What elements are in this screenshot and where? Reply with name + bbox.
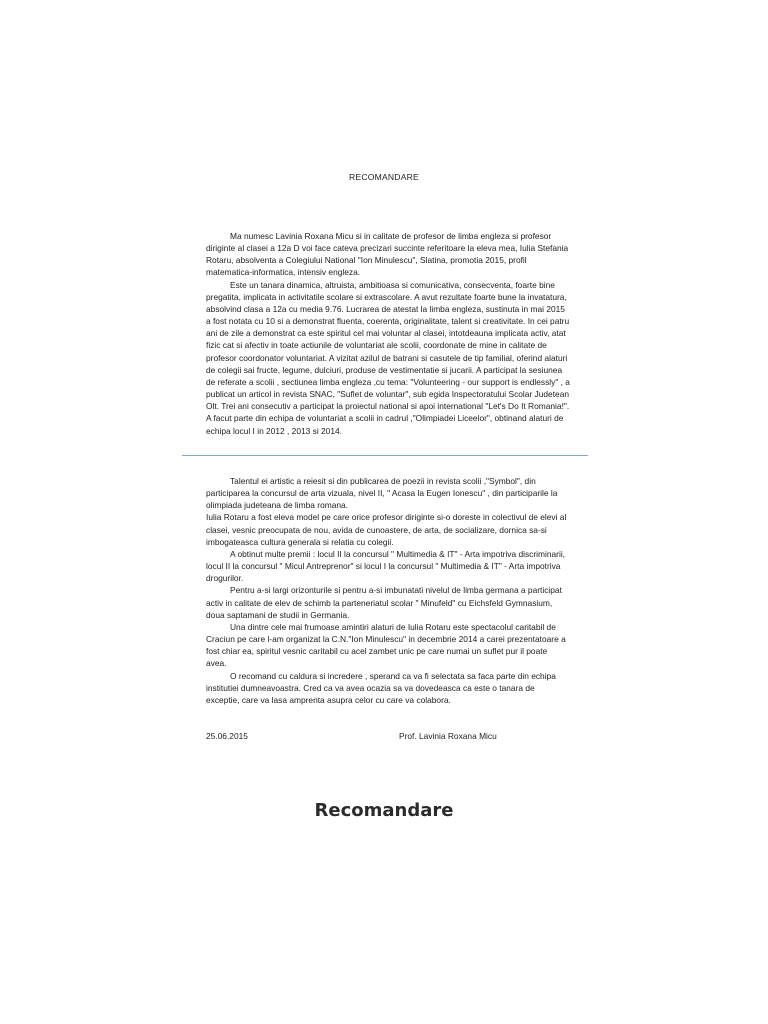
paragraph-qualities: Este un tanara dinamica, altruista, ambitioasa si comunicativa, consecventa, foarte bine pregatita, implicata in activitatile scolare si extrascolare. A avut rezultate foarte bune la invatatura, absolvind clasa a 12a cu media 9.76. Lucrarea de atestat la limba engleza, sustinuta in mai 2015 a fost notata cu 10 si a demonstrat fluenta, coerenta, originalitate, talent si creativitate. In cei patru ani de zile a demonstrat ca este spiritul cel mai voluntar al clasei, intotdeauna implicata activ, atat fizic cat si afectiv in toate actiunile de voluntariat ale scolii, coordonate de mine in calitate de profesor coordonator voluntariat. A vizitat azilul de batrani si casutele de tip familial, oferind alaturi de colegii sai fructe, legume, dulciuri, produse de vestimentatie si jucarii. A participat la sesiunea de referate a scolii , sectiunea limba engleza ,cu tema: "Volunteering - our support is endlessly" , a publicat un articol in revista SNAC, "Suflet de voluntar", sub egida Inspectoratului Scolar Judetean Olt. Trei ani consecutiv a participat la proiectul national si apoi international "Let's Do It Romania!". A facut parte din echipa de voluntariat a scolii in cadrul ,"Olimpiadei Liceelor", obtinand alaturi de echipa locul I in 2012 , 2013 si 2014. <box>206 279 570 436</box>
paragraph-exchange: Pentru a-si largi orizonturile si pentru a-si imbunatati nivelul de limba germana a participat activ in calitate de elev de schimb la parteneriatul scolar " Minufeld" cu Eichsfeld Gymnasium, doua saptamani de studii in Germania. <box>206 585 562 620</box>
letter-body-part-1 <box>206 230 570 437</box>
paragraph-model-student: Iulia Rotaru a fost eleva model pe care orice profesor diriginte si-o doreste in colectivul de elevi al clasei, vesnic preocupata de nou, avida de cunoastere, de arta, de socializare, dornica sa-si imbogateasca cultura generala si relatia cu colegii. <box>206 512 567 547</box>
letter-date: 25.06.2015 <box>206 731 248 741</box>
document-heading: RECOMANDARE <box>348 172 419 182</box>
paragraph-intro: Ma numesc Lavinia Roxana Micu si in calitate de profesor de limba engleza si profesor diriginte al clasei a 12a D voi face cateva precizari succinte referitoare la eleva mea, Iulia Stefania Rotaru, absolventa a Colegiului National "Ion Minulescu", Slatina, promotia 2015, profil matematica-informatica, intensiv engleza. <box>206 231 569 278</box>
paragraph-charity: Una dintre cele mai frumoase amintiri alaturi de Iulia Rotaru este spectacolul caritabil de Craciun pe care l-am organizat la C.N."Ion Minulescu" in decembrie 2014 a carei prezentatoare a fost chiar ea, spiritul vesnic caritabil cu acel zambet unic pe care numai un suflet pur il poate avea. <box>206 621 566 669</box>
paragraph-recommendation: O recomand cu caldura si incredere , sperand ca va fi selectata sa faca parte din echipa institutiei dumneavoastra. Cred ca va avea ocazia sa va dovedeasca ca este o tanara de exceptie, care va lasa amprenta asupra celor cu care va colabora. <box>206 670 556 705</box>
letter-body-part-2 <box>206 475 570 706</box>
page-title: Recomandare <box>314 800 454 821</box>
letter-signature: Prof. Lavinia Roxana Micu <box>399 731 497 741</box>
paragraph-awards: A obtinut multe premii : locul II la concursul " Multimedia & IT" - Arta impotriva discriminarii, locul II la concursul " Micul Antreprenor" si locul I la concursul " Multimedia & IT" - Arta impotriva drogurilor. <box>206 548 566 584</box>
paragraph-artistic-talent: Talentul ei artistic a reiesit si din publicarea de poezii in revista scolii ,"Symbol", din participarea la concursul de arta vizuala, nivel II, " Acasa la Eugen Ionescu" , din participarile la olimpiada judeteana de limba romana. <box>206 476 558 511</box>
page-break-divider <box>182 455 588 456</box>
